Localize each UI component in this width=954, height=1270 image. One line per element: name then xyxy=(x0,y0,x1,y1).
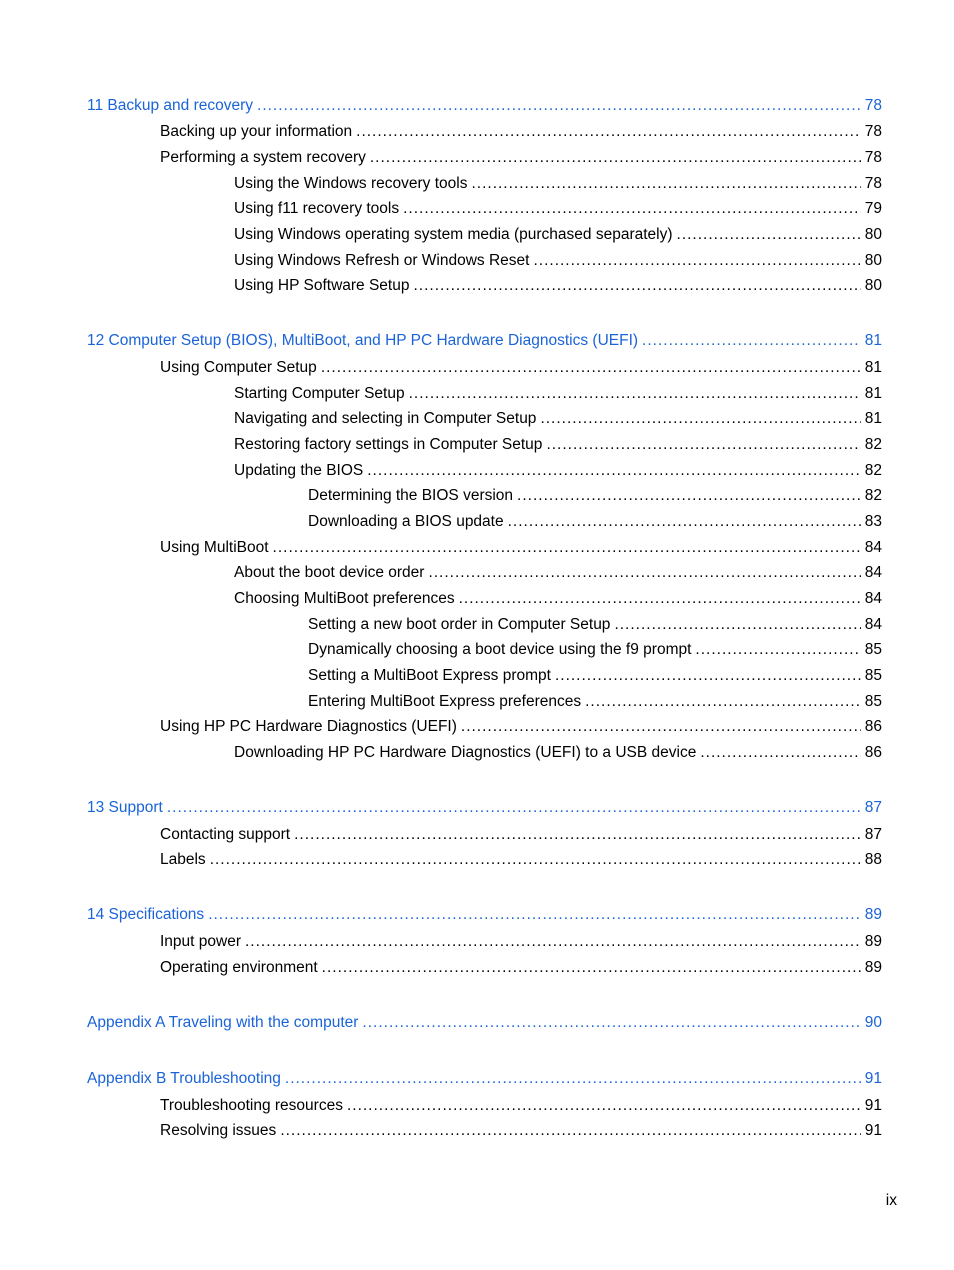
toc-entry-link[interactable] xyxy=(308,692,882,712)
toc-entry-label: Starting Computer Setup xyxy=(234,385,405,402)
toc-entry-link[interactable] xyxy=(160,538,882,558)
toc-entry-label: Restoring factory settings in Computer Setup xyxy=(234,436,543,453)
toc-entry-label: Entering MultiBoot Express preferences xyxy=(308,693,582,710)
toc-entry-link[interactable] xyxy=(308,640,882,660)
toc-entry-label: Setting a new boot order in Computer Setup xyxy=(308,616,611,633)
toc-entry-label: Backing up your information xyxy=(160,123,353,140)
dot-leader xyxy=(273,538,861,558)
toc-entry-label: Using the Windows recovery tools xyxy=(234,175,468,192)
dot-leader xyxy=(367,461,861,481)
toc-entry-link[interactable] xyxy=(160,122,882,142)
dot-leader xyxy=(403,199,861,219)
dot-leader xyxy=(614,615,860,635)
dot-leader xyxy=(409,384,861,404)
toc-entry-label: 12 Computer Setup (BIOS), MultiBoot, and HP PC Hardware Diagnostics (UEFI) xyxy=(87,332,639,349)
toc-entry-link[interactable] xyxy=(234,435,882,455)
toc-page-number: 81 xyxy=(864,410,882,427)
dot-leader xyxy=(356,122,861,142)
toc-chapter-link[interactable] xyxy=(87,1013,882,1033)
toc-entry-label: Updating the BIOS xyxy=(234,462,364,479)
toc-entry-link[interactable] xyxy=(160,717,882,737)
toc-entry-link[interactable] xyxy=(234,251,882,271)
toc-page-number: 90 xyxy=(864,1014,882,1031)
dot-leader xyxy=(257,96,861,116)
toc-page-number: 80 xyxy=(864,277,882,294)
toc-chapter-link[interactable] xyxy=(87,1069,882,1089)
dot-leader xyxy=(695,640,860,660)
toc-page-number: 85 xyxy=(864,693,882,710)
toc-page-number: 85 xyxy=(864,641,882,658)
toc-entry-label: Troubleshooting resources xyxy=(160,1097,343,1114)
toc-page-number: 84 xyxy=(864,590,882,607)
toc-page-number: 81 xyxy=(864,332,882,349)
toc-entry-label: 13 Support xyxy=(87,799,163,816)
toc-entry-link[interactable] xyxy=(234,563,882,583)
toc-entry-label: Input power xyxy=(160,933,241,950)
toc-page-number: 83 xyxy=(864,513,882,530)
toc-page-number: 91 xyxy=(864,1122,882,1139)
toc-entry-label: 11 Backup and recovery xyxy=(87,97,254,114)
toc-page-number: 79 xyxy=(864,200,882,217)
toc-page-number: 78 xyxy=(864,175,882,192)
toc-entry-label: Dynamically choosing a boot device using the f9 prompt xyxy=(308,641,692,658)
toc-page-number: 89 xyxy=(864,906,882,923)
toc-page-number: 81 xyxy=(864,359,882,376)
toc-entry-link[interactable] xyxy=(160,932,882,952)
toc-entry-label: Labels xyxy=(160,851,206,868)
toc-entry-label: Using HP PC Hardware Diagnostics (UEFI) xyxy=(160,718,457,735)
toc-entry-link[interactable] xyxy=(160,1096,882,1116)
toc-page-number: 89 xyxy=(864,933,882,950)
toc-page-number: 82 xyxy=(864,436,882,453)
dot-leader xyxy=(540,409,860,429)
toc-entry-label: Navigating and selecting in Computer Setup xyxy=(234,410,537,427)
toc-page-number: 82 xyxy=(864,487,882,504)
toc-chapter-link[interactable] xyxy=(87,905,882,925)
dot-leader xyxy=(362,1013,860,1033)
toc-page-number: 87 xyxy=(864,799,882,816)
toc-entry-label: Resolving issues xyxy=(160,1122,277,1139)
dot-leader xyxy=(459,589,861,609)
toc-page-number: 78 xyxy=(864,149,882,166)
toc-page-number: 82 xyxy=(864,462,882,479)
toc-entry-link[interactable] xyxy=(234,409,882,429)
dot-leader xyxy=(642,331,861,351)
dot-leader xyxy=(321,358,861,378)
dot-leader xyxy=(413,276,860,296)
toc-entry-link[interactable] xyxy=(234,276,882,296)
dot-leader xyxy=(471,174,860,194)
toc-entry-link[interactable] xyxy=(160,1121,882,1141)
toc-page-number: 91 xyxy=(864,1070,882,1087)
dot-leader xyxy=(428,563,860,583)
toc-page-number: 84 xyxy=(864,564,882,581)
dot-leader xyxy=(546,435,860,455)
toc-page-number: 91 xyxy=(864,1097,882,1114)
dot-leader xyxy=(322,958,861,978)
toc-entry-link[interactable] xyxy=(234,199,882,219)
toc-entry-link[interactable] xyxy=(160,958,882,978)
toc-page-number: 88 xyxy=(864,851,882,868)
toc-page-number: 86 xyxy=(864,718,882,735)
toc-chapter-link[interactable] xyxy=(87,331,882,351)
toc-page-number: 78 xyxy=(864,123,882,140)
dot-leader xyxy=(208,905,861,925)
toc-entry-link[interactable] xyxy=(160,358,882,378)
dot-leader xyxy=(370,148,861,168)
toc-entry-label: Using Windows operating system media (purchased separately) xyxy=(234,226,673,243)
toc-page-number: 80 xyxy=(864,226,882,243)
toc-chapter-link[interactable] xyxy=(87,798,882,818)
toc-entry-link[interactable] xyxy=(234,589,882,609)
dot-leader xyxy=(555,666,861,686)
toc-entry-label: Using HP Software Setup xyxy=(234,277,410,294)
toc-page-number: 84 xyxy=(864,539,882,556)
toc-entry-label: Downloading a BIOS update xyxy=(308,513,504,530)
dot-leader xyxy=(245,932,861,952)
dot-leader xyxy=(508,512,861,532)
dot-leader xyxy=(294,825,861,845)
toc-entry-link[interactable] xyxy=(160,850,882,870)
toc-entry-label: Choosing MultiBoot preferences xyxy=(234,590,455,607)
toc-entry-link[interactable] xyxy=(234,461,882,481)
toc-page-number: 81 xyxy=(864,385,882,402)
toc-entry-link[interactable] xyxy=(160,148,882,168)
toc-entry-label: Appendix B Troubleshooting xyxy=(87,1070,281,1087)
toc-entry-label: Using Computer Setup xyxy=(160,359,317,376)
toc-entry-link[interactable] xyxy=(308,486,882,506)
toc-page-number: 89 xyxy=(864,959,882,976)
dot-leader xyxy=(677,225,861,245)
toc-entry-link[interactable] xyxy=(308,512,882,532)
toc-page-number: 85 xyxy=(864,667,882,684)
dot-leader xyxy=(285,1069,861,1089)
toc-entry-label: Setting a MultiBoot Express prompt xyxy=(308,667,551,684)
toc-entry-label: Downloading HP PC Hardware Diagnostics (UEFI) to a USB device xyxy=(234,744,697,761)
toc-page-number: 87 xyxy=(864,826,882,843)
toc-page-number: 80 xyxy=(864,252,882,269)
toc-page-number: 84 xyxy=(864,616,882,633)
toc-entry-label: Using f11 recovery tools xyxy=(234,200,400,217)
toc-page-number: 78 xyxy=(864,97,882,114)
toc-entry-label: Using Windows Refresh or Windows Reset xyxy=(234,252,530,269)
toc-entry-link[interactable] xyxy=(234,743,882,763)
toc-entry-label: Operating environment xyxy=(160,959,318,976)
dot-leader xyxy=(210,850,861,870)
page-number: ix xyxy=(885,1192,897,1209)
toc-chapter-link[interactable] xyxy=(87,96,882,116)
dot-leader xyxy=(347,1096,861,1116)
toc-entry-link[interactable] xyxy=(234,384,882,404)
toc-entry-label: Performing a system recovery xyxy=(160,149,366,166)
dot-leader xyxy=(461,717,861,737)
dot-leader xyxy=(585,692,861,712)
toc-entry-label: 14 Specifications xyxy=(87,906,205,923)
toc-entry-link[interactable] xyxy=(234,174,882,194)
toc-entry-link[interactable] xyxy=(308,666,882,686)
toc-entry-label: Contacting support xyxy=(160,826,291,843)
toc-entry-label: Using MultiBoot xyxy=(160,539,269,556)
dot-leader xyxy=(700,743,860,763)
dot-leader xyxy=(517,486,861,506)
toc-entry-link[interactable] xyxy=(308,615,882,635)
dot-leader xyxy=(280,1121,860,1141)
dot-leader xyxy=(167,798,861,818)
toc-entry-link[interactable] xyxy=(160,825,882,845)
toc-page-number: 86 xyxy=(864,744,882,761)
toc-entry-link[interactable] xyxy=(234,225,882,245)
toc-entry-label: About the boot device order xyxy=(234,564,425,581)
toc-entry-label: Determining the BIOS version xyxy=(308,487,514,504)
dot-leader xyxy=(533,251,860,271)
toc-entry-label: Appendix A Traveling with the computer xyxy=(87,1014,359,1031)
